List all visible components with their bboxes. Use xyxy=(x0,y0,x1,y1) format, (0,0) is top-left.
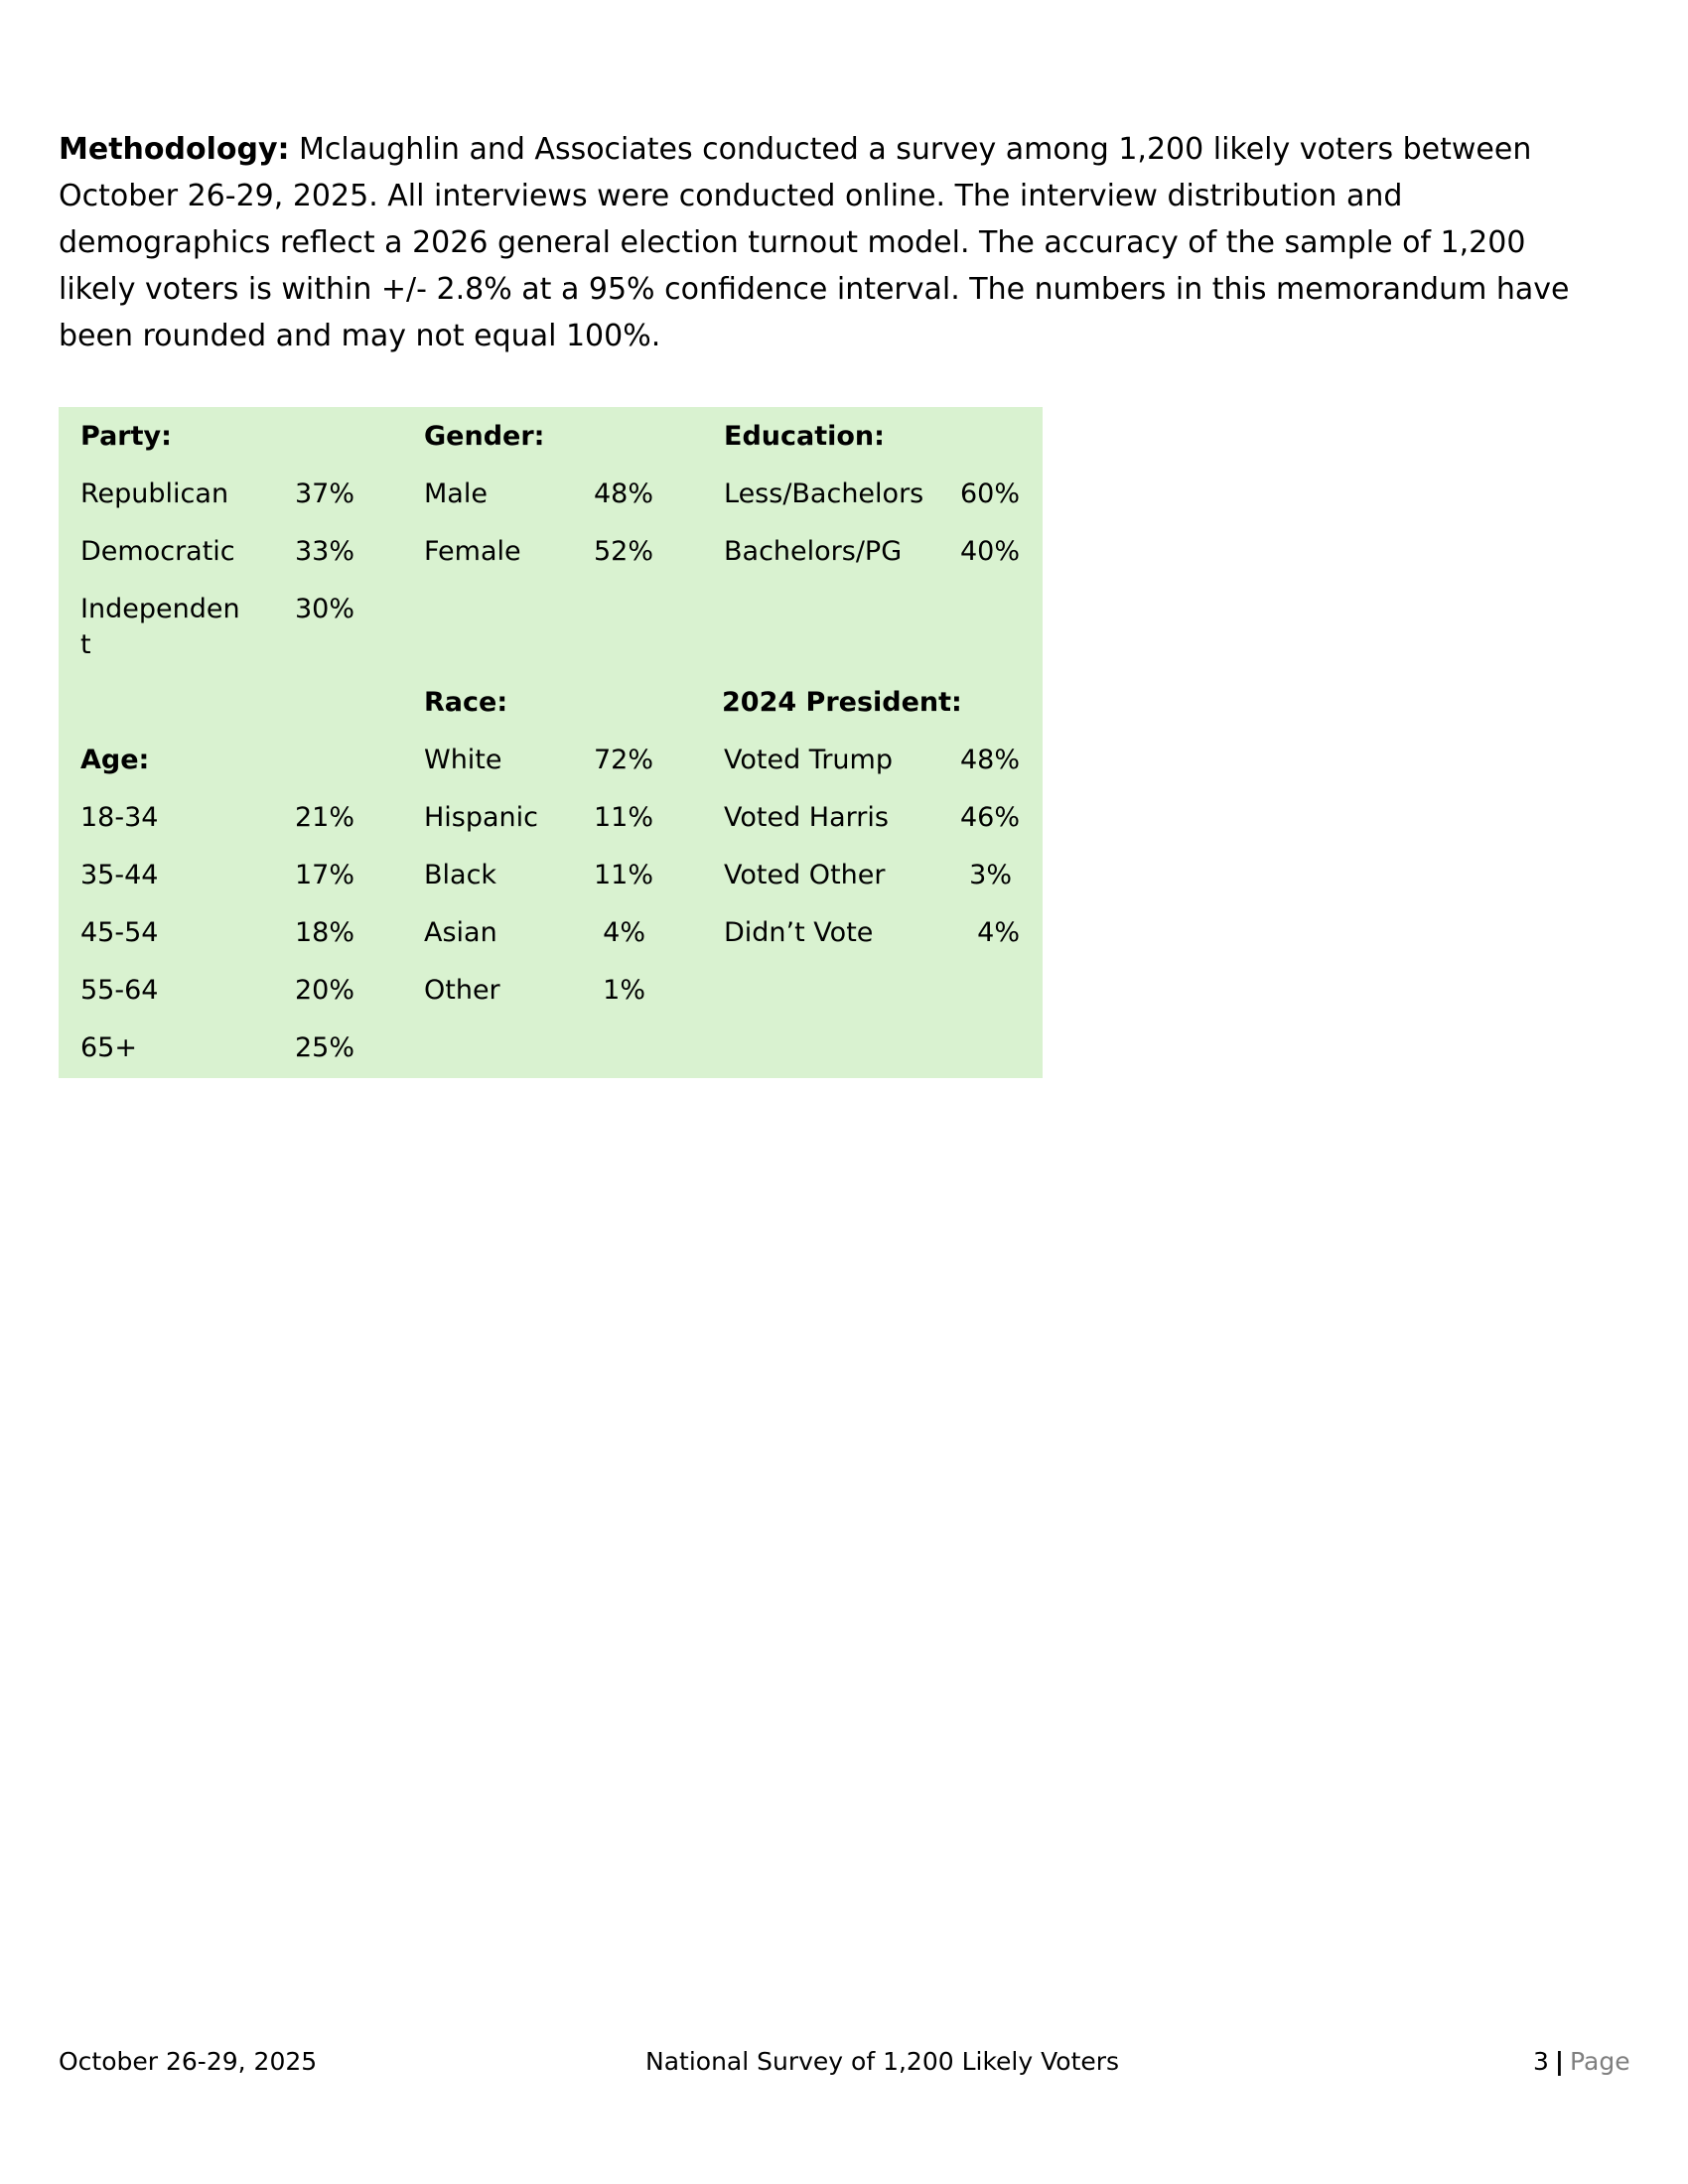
age-row-value: 20% xyxy=(294,975,354,1006)
party-row-label: Independen xyxy=(80,594,240,624)
party-row-value: 37% xyxy=(294,478,354,509)
president-row-label: Voted Trump xyxy=(724,745,893,775)
president-row-label: Didn’t Vote xyxy=(724,917,874,948)
gender-heading: Gender: xyxy=(424,421,545,452)
race-row-value: 4% xyxy=(603,917,645,948)
gender-row-value: 52% xyxy=(593,536,653,567)
age-row-value: 21% xyxy=(294,802,354,833)
party-heading: Party: xyxy=(80,421,172,452)
gender-row-label: Female xyxy=(424,536,521,567)
footer-page-word: Page xyxy=(1570,2047,1630,2076)
age-row-value: 25% xyxy=(294,1032,354,1063)
race-heading: Race: xyxy=(424,687,508,718)
education-row-value: 60% xyxy=(959,478,1020,509)
race-row-label: Hispanic xyxy=(424,802,539,833)
race-row-value: 11% xyxy=(593,802,653,833)
footer-separator: | xyxy=(1554,2047,1565,2076)
party-row-label-wrap: t xyxy=(80,629,91,660)
president-row-value: 3% xyxy=(969,860,1012,890)
footer-page-number: 3 xyxy=(1533,2047,1549,2076)
methodology-text: Mclaughlin and Associates conducted a survey among 1,200 likely voters between October 26-29, 2025. All interviews were conducted online. The interview distribution and demographics reflect a 2026 general election turnout model. The accuracy of the sample of 1,200 likely voters is within +/- 2.8% at a 95% confidence interval. The numbers in this memorandum have been rounded and may not equal 100%. xyxy=(59,132,1570,353)
age-row-label: 35-44 xyxy=(80,860,159,890)
race-row-label: White xyxy=(424,745,502,775)
party-row-label: Republican xyxy=(80,478,229,509)
age-row-label: 18-34 xyxy=(80,802,159,833)
race-row-value: 72% xyxy=(593,745,653,775)
race-row-label: Black xyxy=(424,860,497,890)
education-heading: Education: xyxy=(724,421,885,452)
race-row-value: 1% xyxy=(603,975,645,1006)
education-row-value: 40% xyxy=(959,536,1020,567)
age-row-value: 17% xyxy=(294,860,354,890)
age-row-label: 65+ xyxy=(80,1032,137,1063)
race-row-label: Asian xyxy=(424,917,497,948)
footer-page-indicator xyxy=(1533,2045,1630,2079)
age-row-label: 55-64 xyxy=(80,975,159,1006)
methodology-paragraph xyxy=(59,126,1588,359)
party-row-label: Democratic xyxy=(80,536,235,567)
president-row-label: Voted Harris xyxy=(724,802,889,833)
president-row-label: Voted Other xyxy=(724,860,886,890)
gender-row-value: 48% xyxy=(593,478,653,509)
methodology-label: Methodology: xyxy=(59,132,290,167)
age-heading: Age: xyxy=(80,745,150,775)
age-row-value: 18% xyxy=(294,917,354,948)
race-row-value: 11% xyxy=(593,860,653,890)
president-row-value: 4% xyxy=(977,917,1020,948)
age-row-label: 45-54 xyxy=(80,917,159,948)
education-row-label: Bachelors/PG xyxy=(724,536,903,567)
footer-date: October 26-29, 2025 xyxy=(59,2047,318,2076)
education-row-label: Less/Bachelors xyxy=(724,478,924,509)
party-row-value: 33% xyxy=(294,536,354,567)
demographics-table xyxy=(59,407,1043,1078)
president-row-value: 46% xyxy=(959,802,1020,833)
president-row-value: 48% xyxy=(959,745,1020,775)
party-row-value: 30% xyxy=(294,594,354,624)
race-row-label: Other xyxy=(424,975,500,1006)
footer-title: National Survey of 1,200 Likely Voters xyxy=(645,2047,1120,2076)
gender-row-label: Male xyxy=(424,478,488,509)
president-2024-heading: 2024 President: xyxy=(722,687,962,718)
